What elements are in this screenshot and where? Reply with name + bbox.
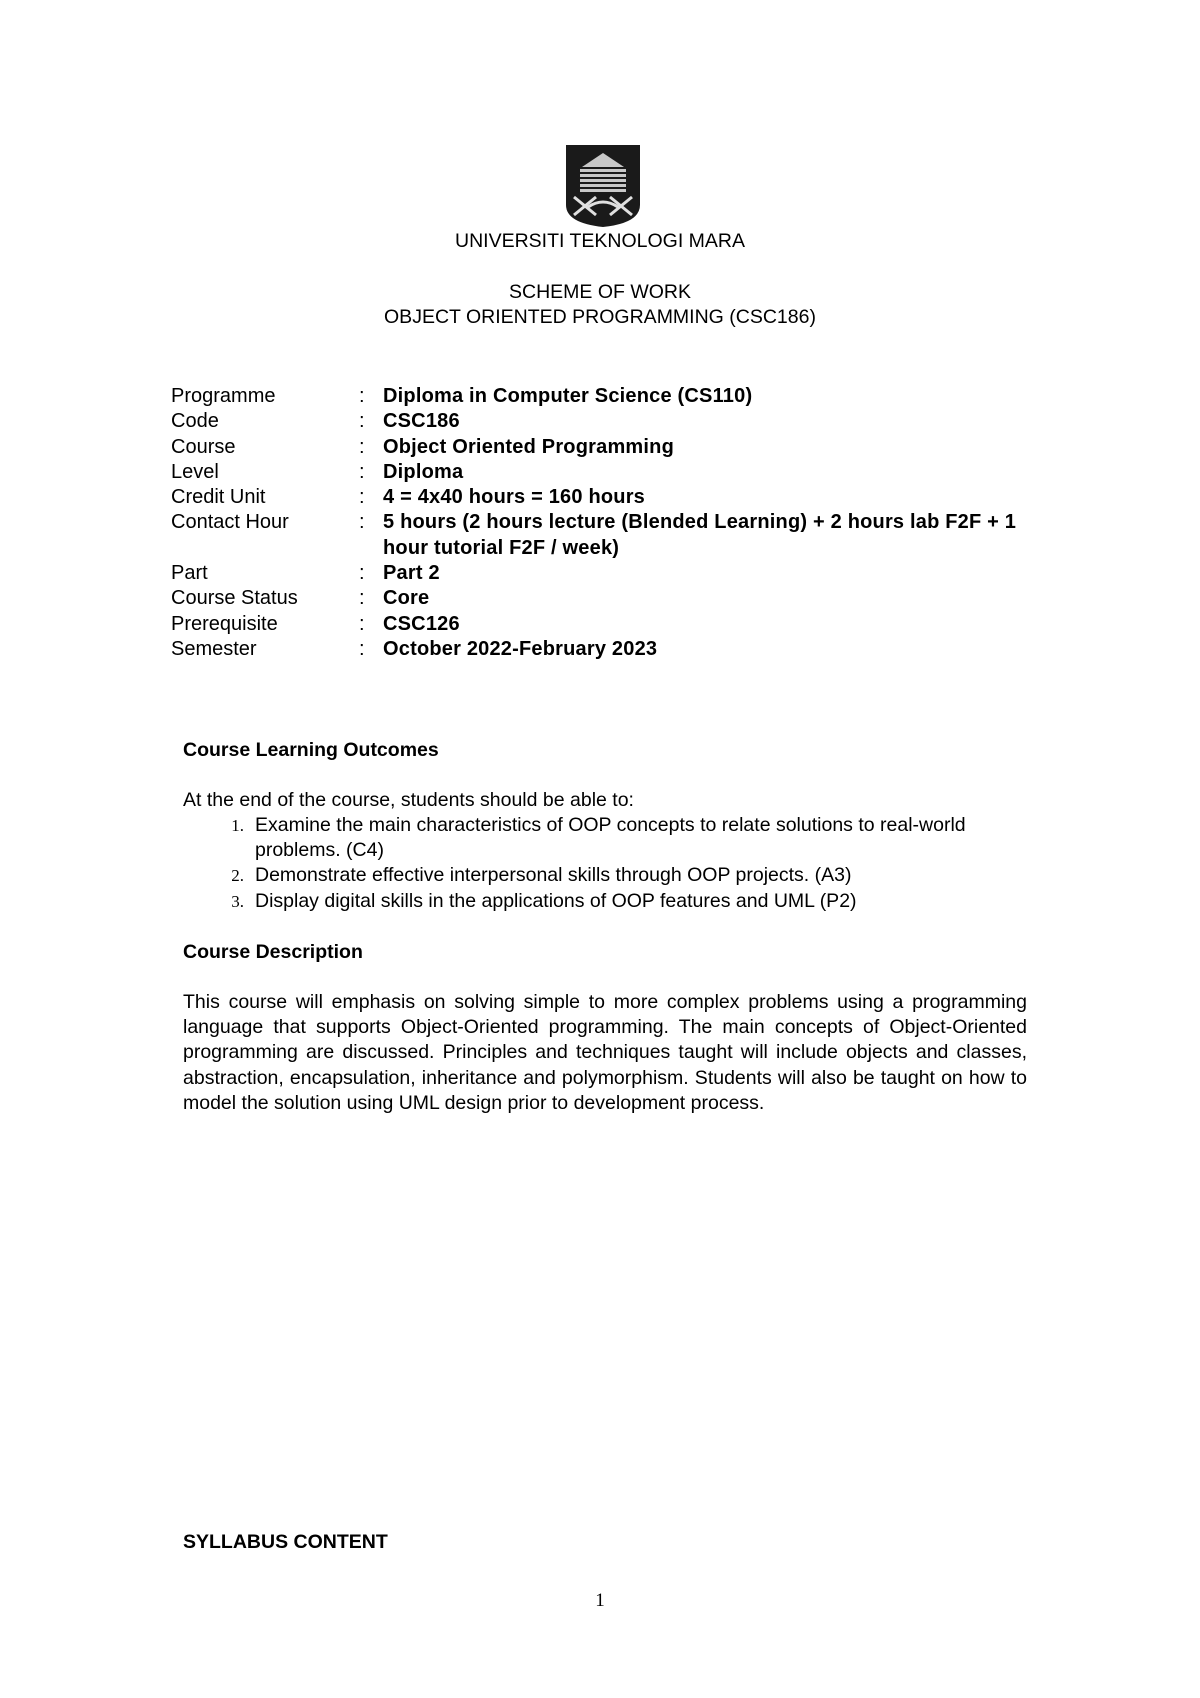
list-item-text: Demonstrate effective interpersonal skills through OOP projects. (A3) bbox=[255, 864, 852, 887]
info-separator: : bbox=[359, 435, 365, 458]
info-row-course-status bbox=[171, 586, 1033, 611]
info-label: Credit Unit bbox=[171, 486, 266, 509]
info-value: CSC186 bbox=[383, 410, 460, 433]
info-row-contact-hour bbox=[171, 510, 1033, 561]
document-title: SCHEME OF WORK bbox=[508, 281, 691, 303]
list-item-number: 3. bbox=[231, 891, 244, 911]
info-label: Course bbox=[171, 435, 236, 458]
info-label: Part bbox=[171, 562, 208, 585]
info-label: Programme bbox=[171, 385, 276, 407]
info-label: Code bbox=[171, 410, 219, 433]
info-row-level bbox=[171, 460, 1033, 485]
info-value: Part 2 bbox=[383, 562, 440, 585]
info-row-programme bbox=[171, 384, 1033, 409]
info-value: Object Oriented Programming bbox=[383, 435, 675, 458]
info-row-credit-unit bbox=[171, 485, 1033, 510]
list-item bbox=[183, 889, 1028, 914]
course-title: OBJECT ORIENTED PROGRAMMING (CSC186) bbox=[384, 306, 816, 328]
info-value: 5 hours (2 hours lecture (Blended Learning) + 2 hours lab F2F + 1 hour tutorial F2F / week) bbox=[383, 511, 1017, 559]
info-row-semester bbox=[171, 637, 1033, 662]
info-separator: : bbox=[359, 460, 365, 483]
info-value: Diploma bbox=[383, 460, 464, 483]
info-label: Course Status bbox=[171, 587, 298, 610]
info-value: 4 = 4x40 hours = 160 hours bbox=[383, 486, 645, 509]
info-label: Contact Hour bbox=[171, 511, 289, 534]
info-separator: : bbox=[359, 486, 365, 509]
info-separator: : bbox=[359, 562, 365, 585]
info-row-part bbox=[171, 561, 1033, 586]
university-name: UNIVERSITI TEKNOLOGI MARA bbox=[454, 230, 746, 252]
info-row-course bbox=[171, 435, 1033, 460]
list-item bbox=[183, 813, 1028, 863]
learning-outcomes-heading: Course Learning Outcomes bbox=[183, 739, 439, 761]
info-value: CSC126 bbox=[383, 612, 460, 635]
info-row-code bbox=[171, 409, 1033, 434]
learning-outcomes-list bbox=[183, 813, 1028, 914]
description-heading: Course Description bbox=[183, 941, 363, 963]
learning-outcomes-intro: At the end of the course, students should be able to: bbox=[183, 789, 634, 811]
info-separator: : bbox=[359, 511, 365, 534]
list-item-number: 1. bbox=[231, 816, 244, 835]
syllabus-heading: SYLLABUS CONTENT bbox=[183, 1531, 388, 1553]
list-item-number: 2. bbox=[231, 866, 244, 886]
info-value: Core bbox=[383, 587, 430, 610]
list-item-text: Display digital skills in the applications of OOP features and UML (P2) bbox=[255, 889, 857, 912]
info-label: Semester bbox=[171, 637, 257, 660]
list-item-text: Examine the main characteristics of OOP concepts to relate solutions to real-world problems. (C4) bbox=[255, 814, 966, 862]
list-item bbox=[183, 863, 1028, 888]
info-row-prerequisite bbox=[171, 612, 1033, 637]
info-label: Level bbox=[171, 460, 219, 483]
info-separator: : bbox=[359, 410, 365, 433]
info-label: Prerequisite bbox=[171, 612, 278, 635]
course-info-table bbox=[171, 384, 1033, 662]
page-number: 1 bbox=[595, 1590, 605, 1611]
info-value: October 2022-February 2023 bbox=[383, 637, 658, 660]
info-value: Diploma in Computer Science (CS110) bbox=[383, 385, 753, 407]
university-crest-icon bbox=[566, 145, 640, 227]
description-text: This course will emphasis on solving simple to more complex problems using a programming language that supports Object-Oriented programming. The main concepts of Object-Oriented programming are discussed. Principles and techniques taught will include objects and classes, abstraction, encapsulation, inheritance and polymorphism. Students will also be taught on how to model the solution using UML design prior to development process. bbox=[183, 991, 1027, 1114]
info-separator: : bbox=[359, 637, 365, 660]
info-separator: : bbox=[359, 612, 365, 635]
info-separator: : bbox=[359, 385, 365, 407]
info-separator: : bbox=[359, 587, 365, 610]
